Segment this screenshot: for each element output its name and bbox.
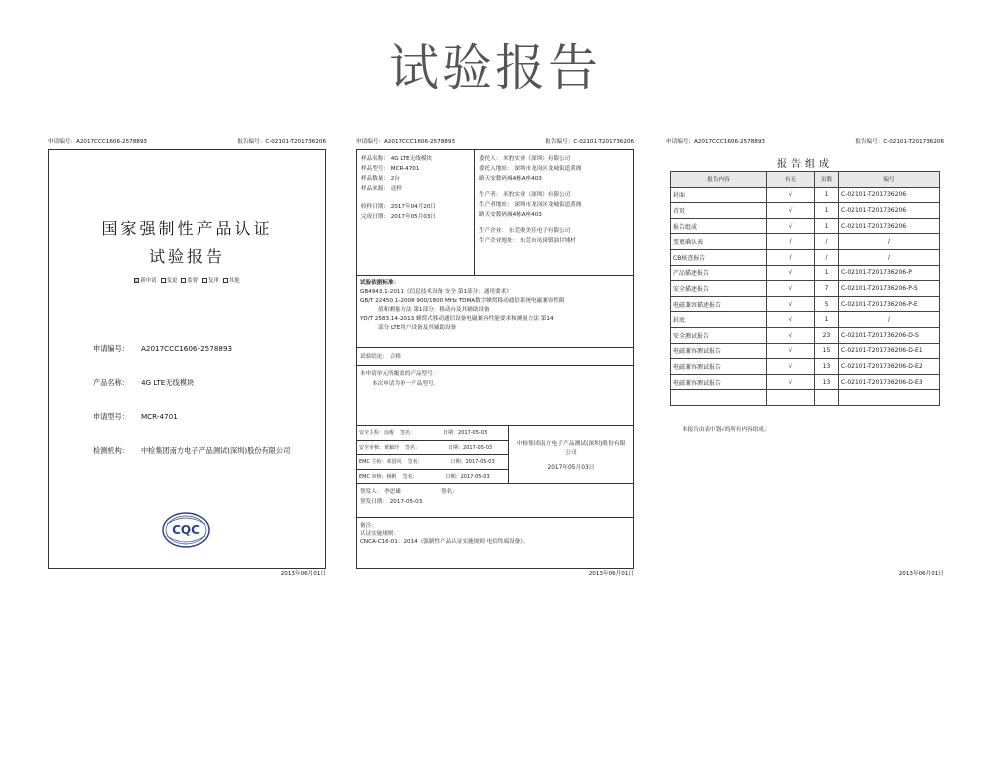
page-header: 申请编号：A2017CCC1606-2578893 报告编号：C-02101-T201736206: [666, 139, 944, 145]
table-cell: C-02101-T201736206-P: [839, 265, 940, 281]
table-cell: /: [767, 249, 815, 265]
report-no: C-02101-T201736206: [265, 139, 326, 145]
signature-section: [357, 426, 633, 484]
table-cell: C-02101-T201736206: [839, 203, 940, 219]
report-first-page: [356, 137, 634, 577]
table-cell: 封面: [671, 187, 767, 203]
table-cell: √: [767, 374, 815, 390]
report-no-label: 报告编号: [237, 139, 260, 145]
table-cell: /: [815, 249, 839, 265]
field-lab: 检测机构： 中检集团南方电子产品测试(深圳)股份有限公司: [93, 446, 291, 455]
table-cell: C-02101-T201736206-P-E: [839, 296, 940, 312]
table-cell: [815, 390, 839, 406]
cover-frame: [48, 149, 326, 569]
table-cell: 产品描述报告: [671, 265, 767, 281]
page-header: 申请编号：A2017CCC1606-2578893 报告编号：C-02101-T201736206: [48, 139, 326, 145]
table-row: [671, 265, 940, 281]
table-cell: C-02101-T201736206: [839, 218, 940, 234]
table-cell: 13: [815, 374, 839, 390]
checkbox-icon: [181, 278, 186, 283]
first-page-frame: [356, 149, 634, 569]
app-no-label: 申请编号: [48, 139, 71, 145]
table-cell: C-02101-T201736206-P-S: [839, 281, 940, 297]
table-cell: 1: [815, 187, 839, 203]
table-cell: 23: [815, 327, 839, 343]
table-cell: √: [767, 187, 815, 203]
table-cell: /: [767, 234, 815, 250]
page-title: 试验报告: [389, 39, 601, 97]
page-footer-date: 2013年06月01日: [280, 571, 326, 577]
remarks-section: 备注： 认证实施规则： CNCA-C16-01：2014《强制性产品认证实施规则 电信终端设备》。: [360, 523, 529, 545]
table-cell: 7: [815, 281, 839, 297]
table-row: [671, 234, 940, 250]
signature-row: 安全主检：涂俊 签名： 日期：2017-05-03: [357, 426, 508, 441]
page-footer-date: 2013年06月01日: [588, 571, 634, 577]
table-row: [671, 327, 940, 343]
sample-client-section: [357, 150, 633, 276]
table-cell: 1: [815, 218, 839, 234]
lab-date: 2017年05月03日: [547, 465, 595, 471]
lab-stamp-area: [509, 426, 633, 483]
table-row: [671, 374, 940, 390]
table-row: [671, 249, 940, 265]
check-item: 其他: [223, 276, 240, 284]
table-cell: 1: [815, 312, 839, 328]
field-model: 申请型号： MCR-4701: [93, 412, 178, 421]
cqc-logo-icon: [161, 510, 211, 550]
model-coverage-note: 本申请单元所覆盖的产品型号： 本次申请为单一产品型号。: [357, 366, 633, 426]
table-cell: 电磁兼容测试报告: [671, 343, 767, 359]
table-cell: C-02101-T201736206-D-E3: [839, 374, 940, 390]
table-cell: CB核查报告: [671, 249, 767, 265]
table-cell: 变更确认表: [671, 234, 767, 250]
table-cell: √: [767, 327, 815, 343]
table-cell: √: [767, 203, 815, 219]
table-cell: [839, 390, 940, 406]
issuer-section: 签发人： 李思雄 签名： 签发日期： 2017-05-03: [357, 484, 633, 518]
col-header: 有无: [767, 172, 815, 188]
report-composition-page: [666, 137, 944, 577]
table-cell: √: [767, 343, 815, 359]
composition-area: [666, 149, 944, 569]
table-cell: √: [767, 359, 815, 375]
cert-title: 国家强制性产品认证: [101, 219, 273, 238]
table-row: [671, 312, 940, 328]
table-cell: C-02101-T201736206-D-E1: [839, 343, 940, 359]
signature-row: EMC 主检：邓国风 签名： 日期：2017-05-03: [357, 455, 508, 470]
composition-table: [670, 171, 940, 406]
lab-name: 中检集团南方电子产品测试(深圳)股份有限公司: [516, 441, 626, 456]
table-row: [671, 296, 940, 312]
table-cell: [767, 390, 815, 406]
table-cell: 首页: [671, 203, 767, 219]
sample-info: 样品名称： 4G LTE无线模块 样品型号： MCR-4701 样品数量： 2台 样品来源： 送样 收样日期： 2017年04月20日 完成日期： 2017年05月03日: [357, 150, 475, 275]
application-type-checks: [49, 276, 325, 284]
field-product-name: 产品名称： 4G LTE无线模块: [93, 378, 195, 387]
signature-row: 安全审核：黄颖玲 签名： 日期：2017-05-03: [357, 441, 508, 456]
table-cell: 13: [815, 359, 839, 375]
test-standards: 试验依据标准： GB4943.1-2011《信息技术设备 安全 第1部分：通用要求》 GB/T 22450.1-2008 900/1800 MHz TDMA数字蜂窝移动通信系统电磁兼容性限 值和测量方法 第1部分：移动台及其辅助设备 YD/T 2583.14-2013 蜂窝式移动通信设备电磁兼容性能要求和测量方法 第14 部分 LTE用户设备及其辅助设备: [357, 276, 633, 348]
check-item: 变更: [161, 276, 178, 284]
table-cell: /: [839, 249, 940, 265]
table-cell: √: [767, 265, 815, 281]
check-item: 监督: [181, 276, 198, 284]
table-cell: √: [767, 218, 815, 234]
table-row: [671, 218, 940, 234]
col-header: 报告内容: [671, 172, 767, 188]
report-cover-page: [48, 137, 326, 577]
table-row: [671, 187, 940, 203]
table-cell: [671, 390, 767, 406]
checked-box-icon: ☑: [135, 277, 139, 283]
table-cell: C-02101-T201736206: [839, 187, 940, 203]
table-row: [671, 343, 940, 359]
table-row: [671, 390, 940, 406]
composition-note: 本报告由表中划√的所有内容组成。: [682, 427, 770, 433]
table-cell: √: [767, 312, 815, 328]
checkbox-icon: [223, 278, 228, 283]
table-cell: 电磁兼容描述报告: [671, 296, 767, 312]
table-cell: √: [767, 296, 815, 312]
table-row: [671, 281, 940, 297]
table-cell: 报告组成: [671, 218, 767, 234]
table-cell: 封底: [671, 312, 767, 328]
checkbox-icon: [202, 278, 207, 283]
table-cell: 5: [815, 296, 839, 312]
table-row: [671, 203, 940, 219]
table-cell: 电磁兼容测试报告: [671, 374, 767, 390]
table-cell: 15: [815, 343, 839, 359]
check-item: ☑ 新申请: [135, 277, 157, 284]
cqc-logo-text: CQC: [172, 523, 200, 537]
check-item: 复审: [202, 276, 219, 284]
cert-subtitle: 试验报告: [148, 247, 225, 266]
table-cell: C-02101-T201736206-D-E2: [839, 359, 940, 375]
col-header: 页数: [815, 172, 839, 188]
app-no: A2017CCC1606-2578893: [76, 139, 147, 145]
composition-title: 报告组成: [777, 159, 833, 170]
field-app-no: 申请编号： A2017CCC1606-2578893: [93, 344, 233, 353]
table-cell: /: [839, 312, 940, 328]
table-cell: 1: [815, 265, 839, 281]
page-footer-date: 2013年06月01日: [898, 571, 944, 577]
table-cell: 安全测试报告: [671, 327, 767, 343]
client-info: 委托人： 米豹实业（深圳）有限公司 委托人地址： 深圳市龙岗区龙城街道黄阁 路天安数码城4栋A座403 生产者： 米豹实业（深圳）有限公司 生产者地址： 深圳市龙岗区龙城街道黄阁 路天安数码城4栋A座403 生产企业： 东莞奥美佳电子有限公司 生产企业地址： 东莞市凤岗镇油甘埔村: [479, 156, 582, 244]
table-cell: C-02101-T201736206-D-S: [839, 327, 940, 343]
table-cell: /: [815, 234, 839, 250]
signature-row: EMC 审核：杨帆 签名： 日期：2017-05-03: [359, 474, 490, 481]
table-cell: 电磁兼容测试报告: [671, 359, 767, 375]
test-conclusion: 试验结论： 合格: [357, 348, 633, 366]
table-cell: √: [767, 281, 815, 297]
table-cell: 安全描述报告: [671, 281, 767, 297]
col-header: 编号: [839, 172, 940, 188]
table-cell: 1: [815, 203, 839, 219]
checkbox-icon: [161, 278, 166, 283]
table-cell: /: [839, 234, 940, 250]
page-header: 申请编号：A2017CCC1606-2578893 报告编号：C-02101-T201736206: [356, 139, 634, 145]
table-row: [671, 359, 940, 375]
